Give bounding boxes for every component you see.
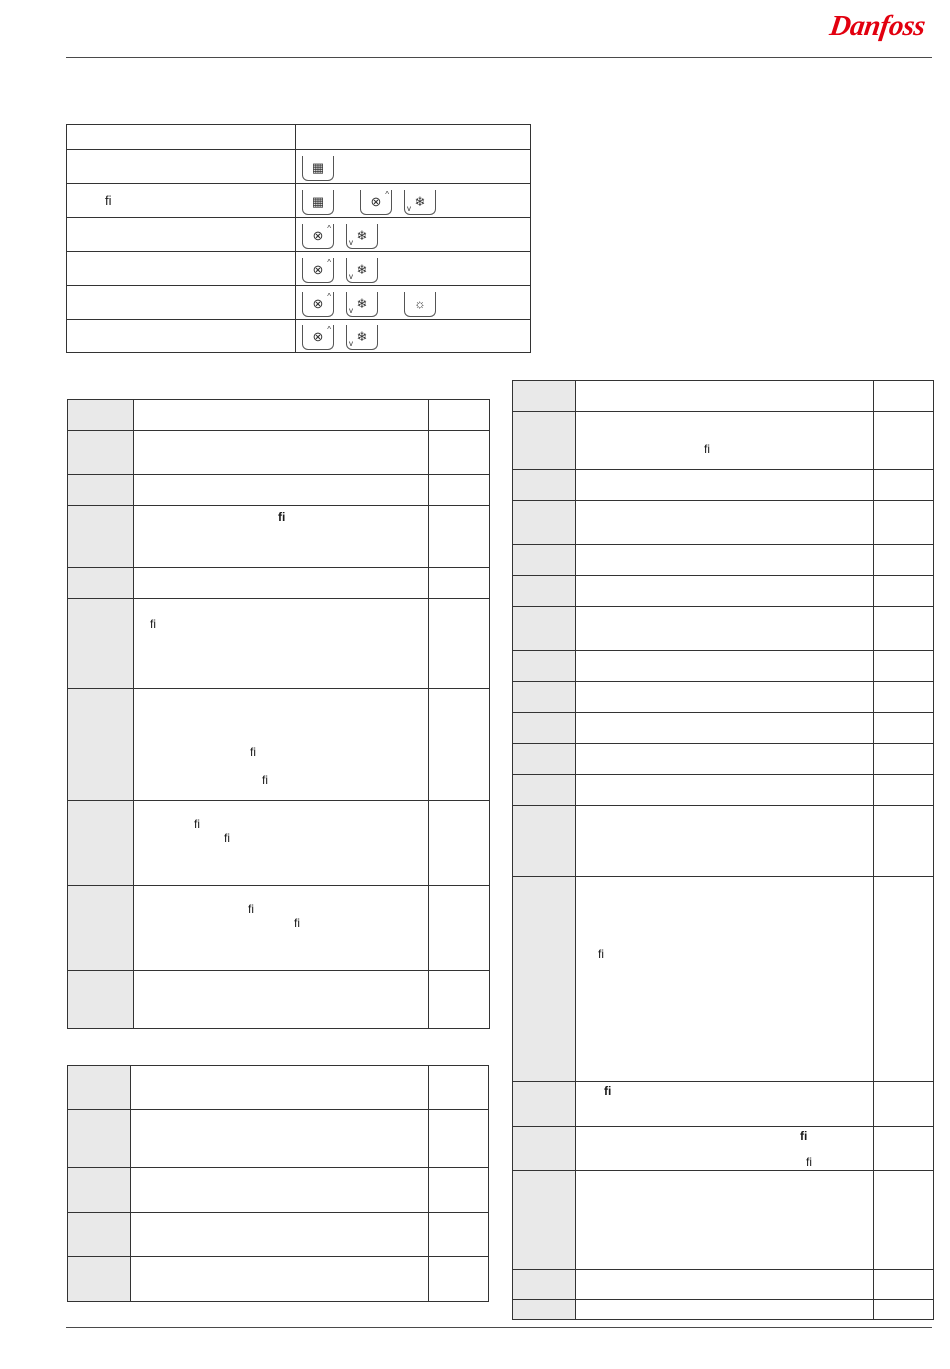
key-row — [67, 184, 531, 218]
description-cell — [576, 470, 874, 501]
description-text: ﬁ — [294, 916, 300, 930]
description-text: ﬁ — [224, 831, 230, 845]
parameter-table-3 — [512, 380, 934, 1320]
description-cell — [134, 400, 429, 431]
value-cell — [874, 576, 934, 607]
value-cell — [429, 689, 490, 801]
value-cell — [874, 607, 934, 651]
description-cell — [134, 886, 429, 971]
parameter-code-cell — [513, 1127, 576, 1171]
fan-up-icon: ⊗ — [312, 329, 324, 344]
description-text: ﬁ — [278, 510, 286, 524]
table-row — [68, 506, 490, 568]
table-row — [513, 607, 934, 651]
header-rule — [66, 57, 932, 58]
defrost-down-icon: ❄ — [414, 193, 426, 209]
table-row — [68, 568, 490, 599]
parameter-code-cell — [68, 431, 134, 475]
description-cell — [576, 1270, 874, 1300]
table-row — [68, 400, 490, 431]
description-cell — [131, 1168, 429, 1213]
parameter-table-1 — [67, 399, 490, 1029]
description-cell — [576, 713, 874, 744]
parameter-code-cell — [513, 806, 576, 877]
table-row — [513, 713, 934, 744]
function-label — [67, 125, 296, 150]
value-cell — [874, 1127, 934, 1171]
table-row — [68, 475, 490, 506]
parameter-code-cell — [513, 381, 576, 412]
chevron-up-icon: ^ — [327, 291, 331, 301]
description-cell — [576, 1300, 874, 1320]
description-cell — [576, 744, 874, 775]
parameter-code-cell — [513, 607, 576, 651]
parameter-code-cell — [513, 470, 576, 501]
description-cell — [576, 1171, 874, 1270]
description-text: ﬁ — [262, 773, 268, 787]
table-row — [68, 1257, 489, 1302]
chevron-up-icon: ^ — [327, 223, 331, 233]
description-cell — [576, 682, 874, 713]
value-cell — [429, 886, 490, 971]
key-button[interactable] — [302, 224, 334, 249]
table-row — [68, 689, 490, 801]
table-row — [513, 1171, 934, 1270]
value-cell — [874, 651, 934, 682]
chevron-down-icon: v — [349, 271, 353, 281]
description-cell — [576, 877, 874, 1082]
table-row — [513, 576, 934, 607]
description-text: ﬁ — [704, 442, 710, 456]
description-cell — [131, 1066, 429, 1110]
description-cell — [576, 381, 874, 412]
description-cell — [134, 689, 429, 801]
parameter-code-cell — [513, 1270, 576, 1300]
table-row — [513, 1127, 934, 1171]
key-button[interactable] — [302, 190, 334, 215]
parameter-code-cell — [68, 801, 134, 886]
value-cell — [874, 412, 934, 470]
key-button[interactable] — [346, 292, 378, 317]
parameter-code-cell — [68, 599, 134, 689]
parameter-code-cell — [513, 682, 576, 713]
key-cell — [296, 320, 531, 353]
table-row — [513, 470, 934, 501]
description-cell — [576, 806, 874, 877]
description-text: ﬁ — [150, 617, 156, 631]
parameter-code-cell — [513, 713, 576, 744]
description-cell — [134, 568, 429, 599]
value-cell — [429, 400, 490, 431]
fan-up-icon: ⊗ — [312, 261, 324, 277]
parameter-code-cell — [68, 971, 134, 1029]
table-row — [513, 501, 934, 545]
function-label — [67, 320, 296, 353]
defrost-down-icon: ❄ — [356, 329, 368, 344]
table-row — [68, 431, 490, 475]
table-row — [513, 877, 934, 1082]
key-cell — [296, 150, 531, 184]
value-cell — [429, 475, 490, 506]
parameter-code-cell — [513, 775, 576, 806]
description-text: ﬁ — [806, 1155, 812, 1169]
description-text: ﬁ — [800, 1129, 808, 1143]
parameter-code-cell — [513, 1171, 576, 1270]
table-row — [513, 806, 934, 877]
chevron-up-icon: ^ — [327, 325, 331, 334]
value-cell — [874, 713, 934, 744]
defrost-down-icon: ❄ — [356, 295, 368, 311]
chevron-down-icon: v — [349, 305, 353, 315]
description-text: ﬁ — [194, 817, 200, 831]
parameter-table-2 — [67, 1065, 489, 1302]
parameter-code-cell — [513, 412, 576, 470]
value-cell — [874, 806, 934, 877]
key-cell — [296, 286, 531, 320]
value-cell — [429, 1257, 489, 1302]
defrost-down-icon: ❄ — [356, 261, 368, 277]
table-row — [68, 599, 490, 689]
key-row — [67, 320, 531, 353]
value-cell — [874, 775, 934, 806]
value-cell — [874, 1270, 934, 1300]
footer-rule — [66, 1327, 932, 1328]
value-cell — [429, 801, 490, 886]
key-cell — [296, 252, 531, 286]
value-cell — [874, 877, 934, 1082]
parameter-code-cell — [68, 1257, 131, 1302]
table-row — [68, 1110, 489, 1168]
parameter-code-cell — [68, 1213, 131, 1257]
key-row — [67, 218, 531, 252]
value-cell — [874, 1300, 934, 1320]
function-label: ﬁ — [67, 184, 296, 218]
key-button[interactable] — [302, 292, 334, 317]
parameter-code-cell — [513, 651, 576, 682]
parameter-code-cell — [68, 400, 134, 431]
description-text: ﬁ — [604, 1084, 612, 1098]
fan-up-icon: ⊗ — [370, 193, 382, 209]
keypad-icon: ▦ — [311, 159, 325, 175]
value-cell — [874, 744, 934, 775]
key-row — [67, 150, 531, 184]
value-cell — [874, 1171, 934, 1270]
chevron-up-icon: ^ — [385, 189, 389, 199]
value-cell — [429, 506, 490, 568]
value-cell — [429, 568, 490, 599]
description-cell — [134, 971, 429, 1029]
value-cell — [429, 1110, 489, 1168]
key-button[interactable] — [404, 190, 436, 215]
table-row — [513, 651, 934, 682]
description-cell — [576, 501, 874, 545]
chevron-down-icon: v — [349, 339, 353, 348]
parameter-code-cell — [68, 506, 134, 568]
function-label — [67, 150, 296, 184]
parameter-code-cell — [513, 744, 576, 775]
value-cell — [429, 431, 490, 475]
key-button[interactable] — [346, 258, 378, 283]
description-text: ﬁ — [250, 745, 256, 759]
parameter-code-cell — [513, 877, 576, 1082]
key-row — [67, 252, 531, 286]
parameter-code-cell — [68, 886, 134, 971]
value-cell — [429, 1168, 489, 1213]
function-label — [67, 252, 296, 286]
parameter-code-cell — [68, 1066, 131, 1110]
value-cell — [429, 599, 490, 689]
function-label — [67, 286, 296, 320]
key-cell — [296, 184, 531, 218]
parameter-code-cell — [513, 501, 576, 545]
description-cell — [134, 431, 429, 475]
description-cell — [576, 651, 874, 682]
table-row — [513, 381, 934, 412]
function-label — [67, 218, 296, 252]
description-cell — [576, 412, 874, 470]
parameter-code-cell — [513, 545, 576, 576]
table-row — [68, 801, 490, 886]
key-cell — [296, 125, 531, 150]
value-cell — [874, 545, 934, 576]
description-text: ﬁ — [248, 902, 254, 916]
parameter-code-cell — [513, 1300, 576, 1320]
key-row — [67, 125, 531, 150]
value-cell — [874, 381, 934, 412]
table-row — [68, 1168, 489, 1213]
key-button[interactable] — [346, 325, 378, 350]
description-cell — [576, 1082, 874, 1127]
table-row — [513, 1082, 934, 1127]
key-button[interactable] — [302, 325, 334, 350]
key-row — [67, 286, 531, 320]
description-cell — [134, 506, 429, 568]
fan-up-icon: ⊗ — [312, 295, 324, 311]
table-row — [68, 971, 490, 1029]
parameter-code-cell — [68, 475, 134, 506]
value-cell — [874, 682, 934, 713]
table-row — [68, 1213, 489, 1257]
description-cell — [134, 599, 429, 689]
fan-up-icon: ⊗ — [312, 227, 324, 243]
table-row — [513, 545, 934, 576]
chevron-up-icon: ^ — [327, 257, 331, 267]
description-cell — [576, 775, 874, 806]
description-cell — [576, 1127, 874, 1171]
value-cell — [874, 1082, 934, 1127]
table-row — [513, 775, 934, 806]
description-cell — [131, 1213, 429, 1257]
value-cell — [429, 1066, 489, 1110]
parameter-code-cell — [513, 576, 576, 607]
table-row — [513, 744, 934, 775]
value-cell — [874, 470, 934, 501]
value-cell — [429, 1213, 489, 1257]
key-button[interactable] — [302, 156, 334, 181]
parameter-code-cell — [68, 1110, 131, 1168]
parameter-code-cell — [513, 1082, 576, 1127]
description-cell — [576, 607, 874, 651]
key-button[interactable] — [360, 190, 392, 215]
parameter-code-cell — [68, 568, 134, 599]
key-cell — [296, 218, 531, 252]
parameter-code-cell — [68, 689, 134, 801]
defrost-down-icon: ❄ — [356, 227, 368, 243]
chevron-down-icon: v — [407, 203, 411, 213]
table-row — [68, 1066, 489, 1110]
description-cell — [134, 801, 429, 886]
description-cell — [134, 475, 429, 506]
table-row — [513, 1300, 934, 1320]
key-button[interactable] — [346, 224, 378, 249]
description-cell — [131, 1257, 429, 1302]
danfoss-logo: Danfoss — [827, 10, 928, 42]
keypad-icon: ▦ — [311, 193, 325, 209]
light-icon: ☼ — [414, 295, 426, 311]
table-row — [68, 886, 490, 971]
key-button[interactable] — [404, 292, 436, 317]
table-row — [513, 682, 934, 713]
value-cell — [874, 501, 934, 545]
value-cell — [429, 971, 490, 1029]
table-row — [513, 412, 934, 470]
chevron-down-icon: v — [349, 237, 353, 247]
description-cell — [131, 1110, 429, 1168]
description-cell — [576, 576, 874, 607]
parameter-code-cell — [68, 1168, 131, 1213]
description-text: ﬁ — [598, 947, 604, 961]
description-cell — [576, 545, 874, 576]
key-button[interactable] — [302, 258, 334, 283]
key-combination-table — [66, 124, 531, 353]
table-row — [513, 1270, 934, 1300]
